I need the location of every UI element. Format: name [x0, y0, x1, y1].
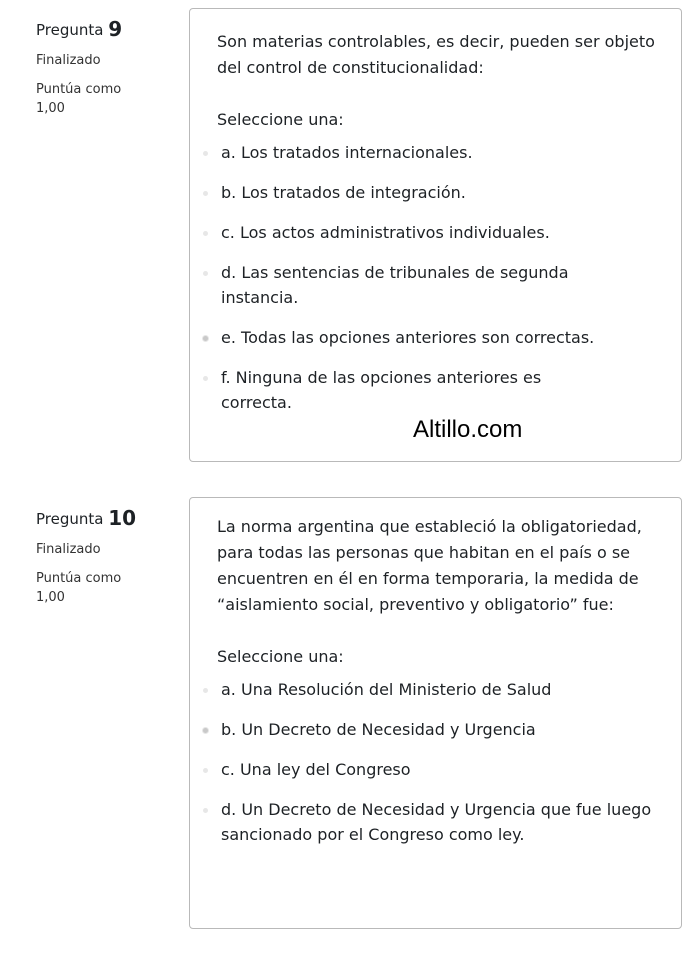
option-label: b. Los tratados de integración.	[221, 183, 466, 202]
radio-button[interactable]	[203, 768, 208, 773]
radio-button[interactable]	[203, 231, 208, 236]
option-label: a. Una Resolución del Ministerio de Salud	[221, 680, 552, 699]
option-label: c. Los actos administrativos individuales.	[221, 223, 550, 242]
question-label: Pregunta	[36, 510, 104, 528]
question-number	[36, 17, 176, 41]
option-label: b. Un Decreto de Necesidad y Urgencia	[221, 720, 536, 739]
option-a[interactable]	[217, 140, 661, 165]
question-grade	[36, 80, 176, 118]
question-number-value: 9	[108, 17, 123, 41]
option-b[interactable]	[217, 180, 661, 205]
option-b[interactable]	[217, 717, 661, 742]
question-grade	[36, 569, 176, 607]
question-text: La norma argentina que estableció la obligatoriedad, para todas las personas que habitan en el país o se encuentren en él en forma temporaria, la medida de “aislamiento social, preventivo y obligatorio” fue:	[217, 517, 642, 614]
radio-button[interactable]	[203, 376, 208, 381]
option-c[interactable]	[217, 220, 661, 245]
option-e[interactable]	[217, 325, 661, 350]
option-f[interactable]	[217, 365, 661, 415]
radio-button[interactable]	[203, 191, 208, 196]
question-10-card	[189, 497, 682, 929]
question-state: Finalizado	[36, 53, 101, 68]
question-text: Son materias controlables, es decir, pueden ser objeto del control de constitucionalidad:	[217, 32, 655, 77]
option-a[interactable]	[217, 677, 661, 702]
radio-button-selected[interactable]	[203, 336, 208, 341]
option-label: f. Ninguna de las opciones anteriores es correcta.	[221, 368, 542, 412]
question-9-info	[36, 17, 176, 118]
option-label: d. Un Decreto de Necesidad y Urgencia que fue luego sancionado por el Congreso como ley.	[221, 800, 652, 844]
grade-label: Puntúa como	[36, 571, 122, 586]
radio-button[interactable]	[203, 271, 208, 276]
option-label: a. Los tratados internacionales.	[221, 143, 473, 162]
option-d[interactable]	[217, 260, 661, 310]
select-prompt: Seleccione una:	[217, 110, 344, 129]
grade-value: 1,00	[36, 590, 65, 605]
option-label: c. Una ley del Congreso	[221, 760, 411, 779]
radio-button-selected[interactable]	[203, 728, 208, 733]
question-number-value: 10	[108, 506, 137, 530]
select-prompt: Seleccione una:	[217, 647, 344, 666]
option-label: e. Todas las opciones anteriores son correctas.	[221, 328, 595, 347]
radio-button[interactable]	[203, 151, 208, 156]
question-9-card	[189, 8, 682, 462]
option-label: d. Las sentencias de tribunales de segunda instancia.	[221, 263, 569, 307]
question-number	[36, 506, 176, 530]
option-c[interactable]	[217, 757, 661, 782]
question-10-info	[36, 506, 176, 607]
radio-button[interactable]	[203, 688, 208, 693]
grade-value: 1,00	[36, 101, 65, 116]
question-label: Pregunta	[36, 21, 104, 39]
option-d[interactable]	[217, 797, 661, 847]
grade-label: Puntúa como	[36, 82, 122, 97]
radio-button[interactable]	[203, 808, 208, 813]
question-state: Finalizado	[36, 542, 101, 557]
watermark: Altillo.com	[413, 416, 523, 443]
